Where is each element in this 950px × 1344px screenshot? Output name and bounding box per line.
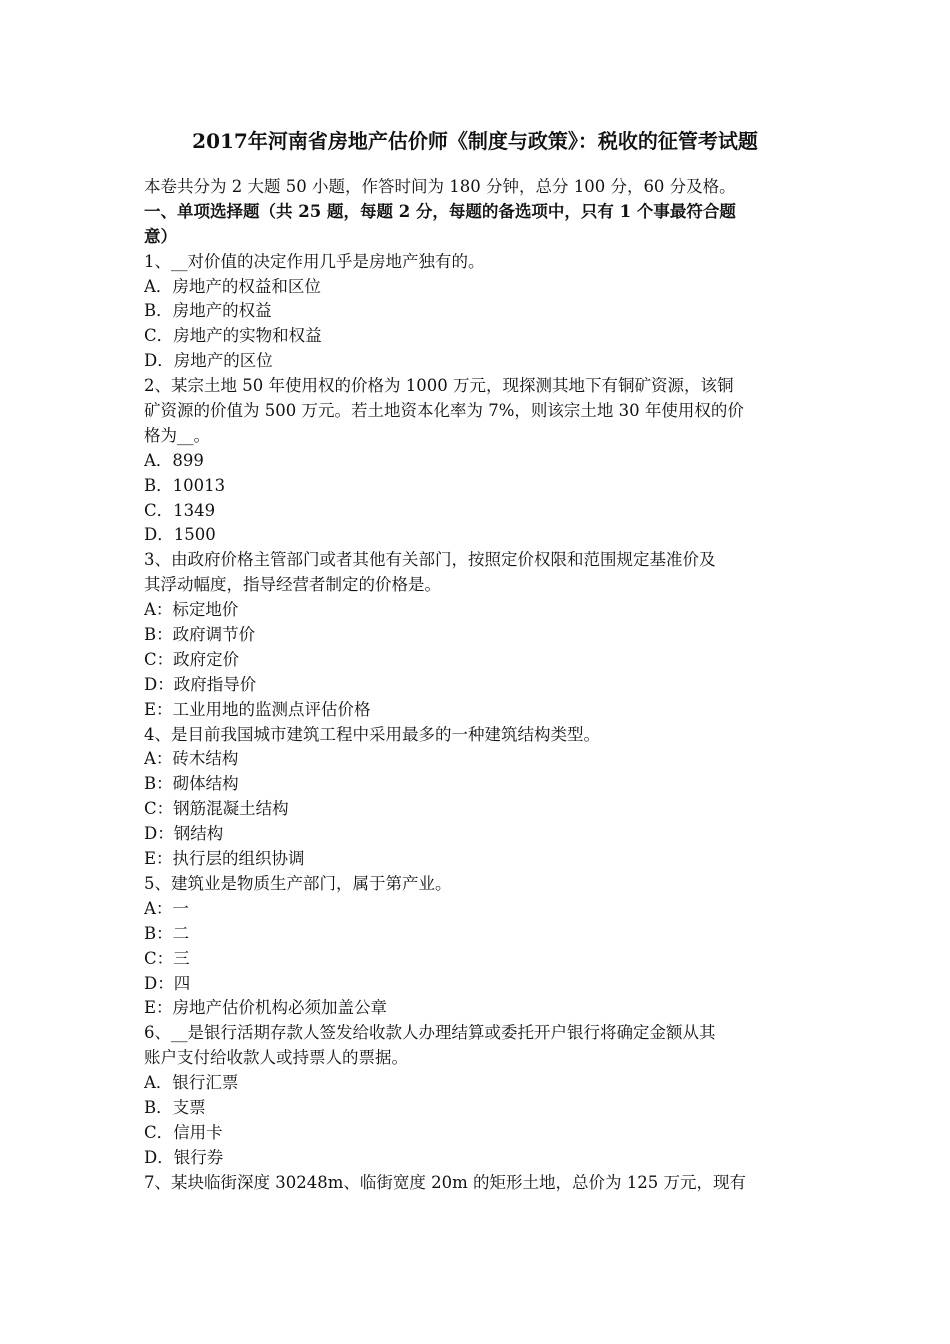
text-line: D：四 bbox=[144, 973, 191, 993]
text-line: 5、建筑业是物质生产部门，属于第产业。 bbox=[144, 873, 452, 893]
section-heading-line: 一、单项选择题（共 25 题，每题 2 分，每题的备选项中，只有 1 个事最符合题 bbox=[144, 201, 736, 221]
text-line: 账户支付给收款人或持票人的票据。 bbox=[144, 1048, 408, 1068]
text-line: E：房地产估价机构必须加盖公章 bbox=[144, 998, 388, 1018]
text-line: C：钢筋混凝土结构 bbox=[144, 799, 289, 819]
text-line: B．房地产的权益 bbox=[144, 301, 272, 321]
text-line: C．信用卡 bbox=[144, 1122, 223, 1142]
text-line: 2、某宗土地 50 年使用权的价格为 1000 万元，现探测其地下有铜矿资源，该铜 bbox=[144, 376, 734, 396]
text-line: B：政府调节价 bbox=[144, 625, 256, 645]
text-line: B：砌体结构 bbox=[144, 774, 239, 794]
text-line: D．房地产的区位 bbox=[144, 351, 273, 371]
text-line: D：政府指导价 bbox=[144, 674, 257, 694]
text-line: A．899 bbox=[144, 450, 204, 470]
text-line: A．银行汇票 bbox=[144, 1073, 239, 1093]
text-line: 其浮动幅度，指导经营者制定的价格是。 bbox=[144, 575, 441, 595]
text-line: B．支票 bbox=[144, 1097, 206, 1117]
text-line: 4、是目前我国城市建筑工程中采用最多的一种建筑结构类型。 bbox=[144, 724, 600, 744]
text-line: E：执行层的组织协调 bbox=[144, 849, 305, 869]
text-line: C：政府定价 bbox=[144, 649, 240, 669]
text-line: 6、__是银行活期存款人签发给收款人办理结算或委托开户银行将确定金额从其 bbox=[144, 1023, 716, 1043]
text-line: C．1349 bbox=[144, 500, 216, 520]
text-line: D．1500 bbox=[144, 525, 216, 545]
text-line: C．房地产的实物和权益 bbox=[144, 326, 322, 346]
text-line: A：砖木结构 bbox=[144, 749, 239, 769]
text-line: 本卷共分为 2 大题 50 小题，作答时间为 180 分钟，总分 100 分，60 分及格。 bbox=[144, 177, 736, 196]
text-line: B：二 bbox=[144, 923, 190, 943]
text-line: B．10013 bbox=[144, 475, 226, 495]
text-line: A：一 bbox=[144, 898, 189, 918]
text-line: E：工业用地的监测点评估价格 bbox=[144, 699, 371, 719]
text-line: 7、某块临街深度 30248m、临街宽度 20m 的矩形土地，总价为 125 万元，现有 bbox=[144, 1172, 746, 1192]
text-line: 格为__。 bbox=[144, 425, 210, 445]
text-line: 矿资源的价值为 500 万元。若土地资本化率为 7%，则该宗土地 30 年使用权的价 bbox=[144, 401, 744, 421]
text-line: A：标定地价 bbox=[144, 600, 239, 620]
text-line: D：钢结构 bbox=[144, 824, 224, 844]
text-line: 3、由政府价格主管部门或者其他有关部门，按照定价权限和范围规定基准价及 bbox=[144, 550, 716, 570]
text-line: C：三 bbox=[144, 948, 190, 968]
text-line: 1、__对价值的决定作用几乎是房地产独有的。 bbox=[144, 251, 485, 271]
document-body bbox=[144, 175, 816, 1196]
text-line: A．房地产的权益和区位 bbox=[144, 276, 321, 296]
document-title: 2017年河南省房地产估价师《制度与政策》：税收的征管考试题 bbox=[192, 129, 758, 153]
section-heading-line: 意） bbox=[144, 226, 177, 246]
text-line: D．银行券 bbox=[144, 1147, 224, 1167]
